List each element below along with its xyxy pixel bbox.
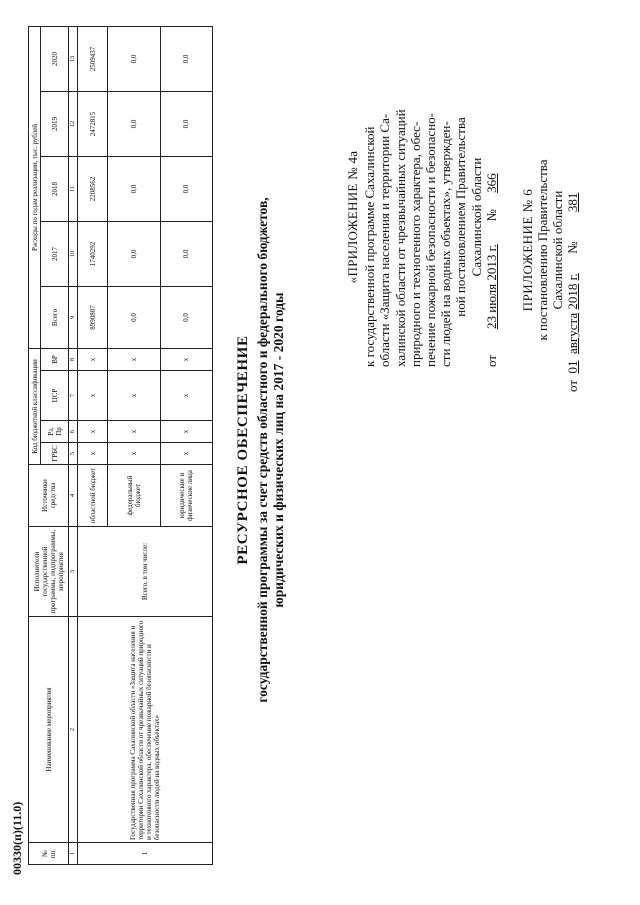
source-cell: областной бюджет (78, 465, 108, 527)
col-number: 4 (69, 465, 78, 527)
document-code: 00330(п)(11.0) (10, 801, 24, 875)
grbs-cell: x (160, 443, 212, 465)
date-day: 01 (565, 360, 580, 374)
year-cell: 2509437 (78, 26, 108, 91)
csr-cell: x (108, 371, 160, 421)
appendix-4a-line: к государственной программе Сахалинской (362, 126, 378, 367)
appendix-6-date-line (565, 100, 580, 400)
number-sign: № (483, 209, 499, 222)
appendix-6-line: Сахалинской области (550, 190, 565, 310)
appendix-6-block (520, 100, 580, 400)
header-total: Всего (41, 286, 69, 348)
header-year: 2018 (41, 156, 69, 221)
rzpr-cell: x (78, 421, 108, 443)
year-cell: 1740292 (78, 221, 108, 286)
col-number: 5 (69, 443, 78, 465)
document-subtitle: государственной программы за счет средств областного и федерального бюджетов, (255, 197, 270, 703)
document-title: РЕСУРСНОЕ ОБЕСПЕЧЕНИЕ (235, 335, 251, 565)
year-cell: 0,0 (160, 26, 212, 91)
appendix-4a-line: сти людей на водных объектах», утвержден- (438, 121, 454, 367)
appendix-4a-line: Сахалинской области (468, 157, 484, 277)
appendix-6-title: ПРИЛОЖЕНИЕ № 6 (520, 188, 535, 312)
date-year: 2018 (565, 283, 580, 310)
header-rzpr: Рз, Пр (41, 421, 69, 443)
date-month: августа (565, 312, 580, 354)
header-year: 2017 (41, 221, 69, 286)
date-g: г. (565, 273, 580, 281)
year-cell: 0,0 (160, 91, 212, 156)
total-cell: 0,0 (108, 286, 160, 348)
header-executor: Исполнители государственной программы, подпрограммы, мероприятия (29, 527, 69, 617)
col-number: 11 (69, 156, 78, 221)
rzpr-cell: x (160, 421, 212, 443)
header-source: Источники средства (29, 465, 69, 527)
header-vr: ВР (41, 348, 69, 370)
col-number: 12 (69, 91, 78, 156)
rzpr-cell: x (108, 421, 160, 443)
document-subtitle: юридических и физических лиц на 2017 - 2020 годы (271, 292, 286, 608)
year-cell: 0,0 (160, 156, 212, 221)
grbs-cell: x (108, 443, 160, 465)
appendix-4a-line: халинской области от чрезвычайных ситуаций (392, 109, 408, 367)
col-number: 8 (69, 348, 78, 370)
total-cell: 0,0 (160, 286, 212, 348)
header-csr: ЦСР (41, 371, 69, 421)
year-cell: 0,0 (108, 156, 160, 221)
vr-cell: x (78, 348, 108, 370)
year-cell: 0,0 (108, 26, 160, 91)
row-num: 1 (78, 843, 213, 865)
year-cell: 2208562 (78, 156, 108, 221)
row-executor: Всего, в том числе: (78, 527, 213, 617)
doc-number: 381 (565, 192, 580, 213)
appendix-4a-line: печение пожарной безопасности и безопасно- (423, 113, 439, 367)
col-number: 1 (69, 843, 78, 865)
appendix-4a-line: природного и техногенного характера, обес- (407, 121, 423, 367)
header-grbs: ГРБС (41, 443, 69, 465)
date-text: 23 июля 2013 г. (483, 244, 499, 329)
year-cell: 0,0 (160, 221, 212, 286)
year-cell: 2472815 (78, 91, 108, 156)
appendix-6-line: к постановлению Правительства (535, 159, 550, 341)
total-cell: 8990807 (78, 286, 108, 348)
doc-number: 366 (483, 173, 499, 193)
source-cell: юридические и физические лица (160, 465, 212, 527)
appendix-4a-date-line (484, 67, 499, 367)
col-number: 9 (69, 286, 78, 348)
header-costs: Расходы по годам реализации, тыс. рублей (29, 26, 41, 348)
col-number: 3 (69, 527, 78, 617)
resource-table (28, 26, 213, 865)
appendix-4a-block (345, 67, 499, 367)
number-sign: № (565, 241, 580, 254)
appendix-4a-line: области «Защита населения и территории Са- (377, 113, 393, 367)
col-number: 7 (69, 371, 78, 421)
appendix-4a-line: ной постановлением Правительства (453, 117, 469, 317)
csr-cell: x (78, 371, 108, 421)
source-cell: федеральный бюджет (108, 465, 160, 527)
document-title-block (235, 160, 287, 740)
vr-cell: x (108, 348, 160, 370)
header-year: 2020 (41, 26, 69, 91)
date-from: от (565, 379, 580, 392)
table-row (78, 26, 108, 864)
header-name: Наименование мероприятия (29, 617, 69, 843)
col-number: 10 (69, 221, 78, 286)
header-kbk: Код бюджетной классификации (29, 348, 41, 464)
col-number: 13 (69, 26, 78, 91)
vr-cell: x (160, 348, 212, 370)
col-number: 6 (69, 421, 78, 443)
date-from: от (483, 354, 499, 367)
csr-cell: x (160, 371, 212, 421)
year-cell: 0,0 (108, 91, 160, 156)
year-cell: 0,0 (108, 221, 160, 286)
col-number: 2 (69, 617, 78, 843)
appendix-4a-title: «ПРИЛОЖЕНИЕ № 4а (345, 150, 360, 284)
grbs-cell: x (78, 443, 108, 465)
header-year: 2019 (41, 91, 69, 156)
header-num: № пп. (29, 843, 69, 865)
row-name: Государственная программа Сахалинской области «Защита населения и территории Сахалинской области от чрезвычайных ситуаций природного и техногенного характера, обеспечение пожарной безопасности и безопасности людей на водных объектах» (78, 617, 213, 843)
